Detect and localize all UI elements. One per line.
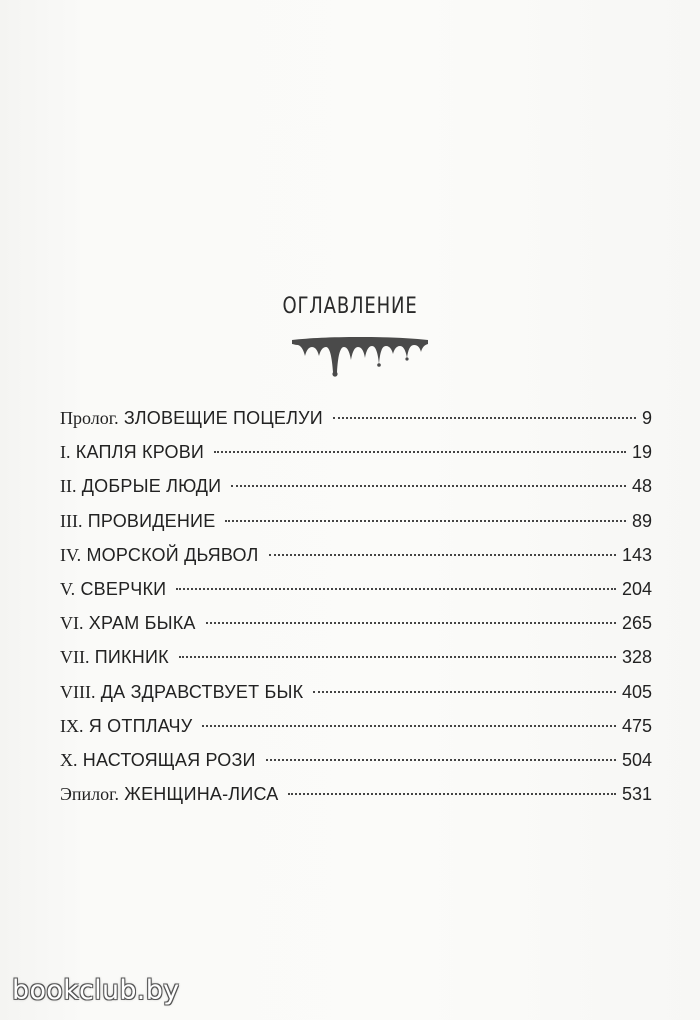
toc-title: ДА ЗДРАВСТВУЕТ БЫК xyxy=(100,681,304,702)
toc-title: ЗЛОВЕЩИЕ ПОЦЕЛУИ xyxy=(123,408,323,428)
toc-page-number: 531 xyxy=(621,784,652,805)
toc-entry[interactable] xyxy=(60,469,652,503)
toc-title: ПРОВИДЕНИЕ xyxy=(87,510,216,531)
toc-page-number: 89 xyxy=(631,510,652,531)
watermark: bookclub.by xyxy=(12,975,180,1006)
toc-page-number: 19 xyxy=(631,442,652,463)
toc-title: МОРСКОЙ ДЬЯВОЛ xyxy=(86,544,259,565)
toc-page-number: 328 xyxy=(621,647,652,668)
toc-entry[interactable] xyxy=(60,504,652,538)
dot-leader xyxy=(269,554,616,556)
toc-title: ПИКНИК xyxy=(94,647,169,668)
toc-prefix: VII. xyxy=(60,647,90,668)
toc-entry[interactable] xyxy=(60,538,652,572)
toc-title: КАПЛЯ КРОВИ xyxy=(75,442,205,463)
toc-prefix: X. xyxy=(60,749,78,770)
toc-page-number: 48 xyxy=(631,476,652,497)
toc-entry[interactable] xyxy=(60,640,652,674)
toc-entry[interactable] xyxy=(60,675,652,709)
toc-title: СВЕРЧКИ xyxy=(80,578,167,599)
toc-entry[interactable] xyxy=(60,572,652,606)
toc-entry[interactable] xyxy=(60,606,652,640)
dot-leader xyxy=(333,417,636,419)
toc-prefix: IV. xyxy=(60,544,82,565)
toc-page-number: 475 xyxy=(621,715,652,736)
toc-prefix: I. xyxy=(60,442,71,463)
dot-leader xyxy=(179,656,616,658)
toc-prefix: III. xyxy=(60,510,83,531)
toc-entry[interactable] xyxy=(60,709,652,743)
toc-prefix: V. xyxy=(60,578,76,599)
blood-drip-ornament xyxy=(290,330,430,378)
toc-title: ДОБРЫЕ ЛЮДИ xyxy=(81,476,222,497)
toc-prefix: VIII. xyxy=(60,681,96,702)
toc-prefix: Пролог. xyxy=(60,408,119,428)
toc-title: ХРАМ БЫКА xyxy=(88,613,196,634)
table-of-contents xyxy=(60,401,652,811)
toc-prefix: VI. xyxy=(60,613,84,634)
toc-prefix: Эпилог. xyxy=(60,784,119,805)
toc-prefix: II. xyxy=(60,476,77,497)
toc-page-number: 204 xyxy=(621,578,652,599)
dot-leader xyxy=(176,588,616,590)
dot-leader xyxy=(202,725,616,727)
dot-leader xyxy=(288,793,615,795)
dot-leader xyxy=(225,520,626,522)
dot-leader xyxy=(266,759,616,761)
toc-page-number: 9 xyxy=(641,408,652,428)
toc-page-number: 265 xyxy=(621,613,652,634)
toc-heading: ОГЛАВЛЕНИЕ xyxy=(282,294,418,319)
toc-entry[interactable] xyxy=(60,401,652,435)
toc-title: НАСТОЯЩАЯ РОЗИ xyxy=(82,749,256,770)
dot-leader xyxy=(231,485,626,487)
toc-title: ЖЕНЩИНА-ЛИСА xyxy=(124,784,279,805)
toc-entry[interactable] xyxy=(60,435,652,469)
toc-entry[interactable] xyxy=(60,777,652,811)
toc-page-number: 143 xyxy=(621,544,652,565)
toc-prefix: IX. xyxy=(60,715,84,736)
toc-page-number: 405 xyxy=(621,681,652,702)
dot-leader xyxy=(206,622,616,624)
toc-entry[interactable] xyxy=(60,743,652,777)
dot-leader xyxy=(313,691,616,693)
dot-leader xyxy=(214,451,626,453)
toc-page-number: 504 xyxy=(621,749,652,770)
toc-title: Я ОТПЛАЧУ xyxy=(88,715,193,736)
